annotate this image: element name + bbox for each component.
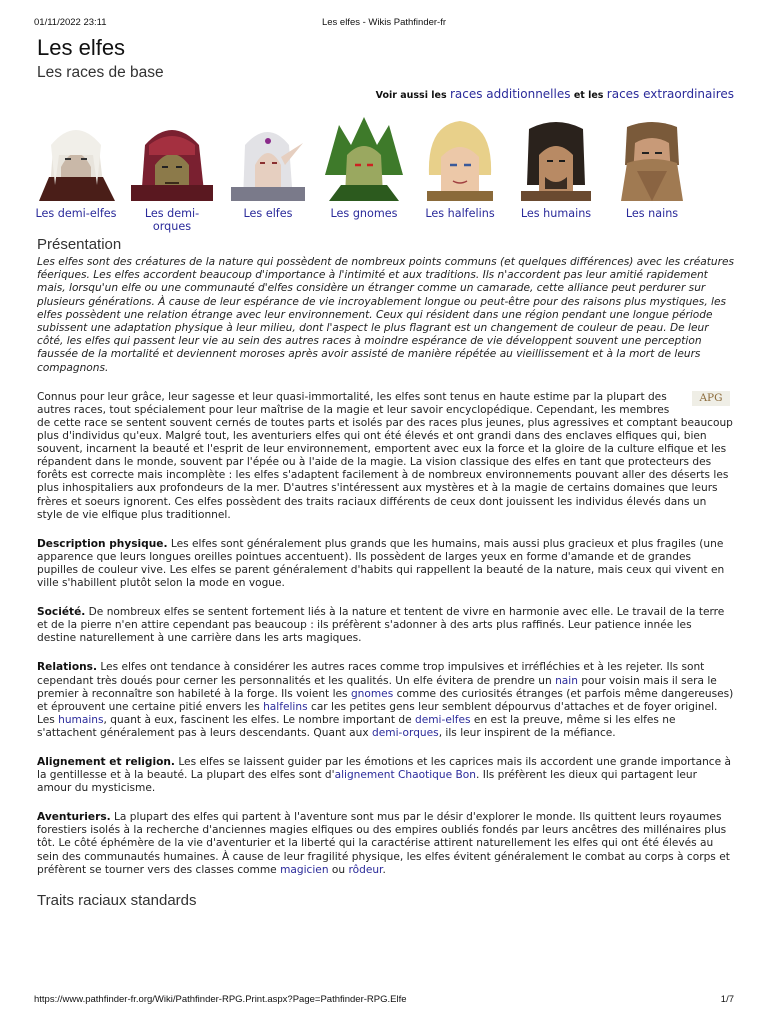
print-header (34, 17, 734, 31)
apg-badge[interactable]: APG (692, 391, 730, 406)
print-page-title: Les elfes - Wikis Pathfinder-fr (321, 17, 447, 28)
paragraph-alignment (37, 756, 734, 795)
link-rodeur[interactable]: rôdeur (348, 863, 383, 876)
half-orc-portrait[interactable] (127, 115, 217, 201)
society-label: Société. (37, 606, 86, 619)
page-title: Les elfes (37, 35, 126, 60)
paragraph-society (37, 606, 734, 645)
race-label[interactable]: Les elfes (243, 207, 293, 220)
race-label[interactable]: Les nains (625, 207, 679, 220)
dwarf-portrait[interactable] (607, 115, 697, 201)
race-label[interactable]: Les demi-elfes (35, 207, 117, 220)
race-humains[interactable] (511, 115, 601, 220)
race-demi-orques[interactable] (127, 115, 217, 233)
society-text: De nombreux elfes se sentent fortement liés à la nature et tentent de vivre en harmonie avec elle. Le travail de la terre et de la pierre n'en attire cependant pas beaucoup : ils préfèrent s'adonner à des arts plus raffinés. Leur patience innée les destine naturellement à une carrière dans les arts magiques. (37, 606, 725, 645)
paragraph-adventurers (37, 811, 734, 876)
relations-label: Relations. (37, 661, 97, 674)
paragraph-physical (37, 538, 734, 590)
adventurers-text: . (382, 863, 386, 876)
human-portrait[interactable] (511, 115, 601, 201)
print-footer (34, 994, 734, 1008)
link-magicien[interactable]: magicien (280, 863, 329, 876)
link-demi-orques[interactable]: demi-orques (372, 726, 439, 739)
see-also-middle: et les (573, 90, 604, 101)
adventurers-text: La plupart des elfes qui partent à l'aventure sont mus par le désir d'explorer le monde. Ils quittent leurs royaumes forestiers isolés à la recherche d'anciennes magies elfiques ou des empires oubliés fondés par leurs ancêtres des millénaires plus tôt. Le côté éphémère de la vie d'aventurier et la liberté qui la caractérise attirent naturellement les elfes qui ont été élevés au sein des communautés humaines. À cause de leur fragilité physique, les elfes évitent généralement le combat au corps à corps et préfèrent se tourner vers des classes comme (37, 811, 730, 876)
race-gallery (31, 115, 734, 235)
relations-text: comme des curiosités étranges (et parfois même dangereuses) et éprouvent une certaine pitié envers les (37, 687, 734, 713)
alignment-text: . Ils préfèrent les dieux qui partagent leur amour du mysticisme. (37, 769, 698, 795)
race-nains[interactable] (607, 115, 697, 220)
race-gnomes[interactable] (319, 115, 409, 220)
gnome-portrait[interactable] (319, 115, 409, 201)
race-label[interactable]: Les halfelins (425, 207, 495, 220)
article (37, 34, 734, 911)
relations-text: , quant à eux, fascinent les elfes. Le nombre important de (103, 713, 415, 726)
print-page-number: 1/7 (720, 994, 734, 1005)
link-humains[interactable]: humains (58, 713, 104, 726)
relations-text: car les petites gens leur semblent dépourvus d'attaches et de foyer originel. Les (37, 700, 718, 726)
relations-text: pour voisin mais il sera le premier à reconnaître son habileté à la forge. Ils voient les (37, 674, 717, 700)
link-alignement-chaotique-bon[interactable]: alignement Chaotique Bon (334, 769, 476, 782)
link-gnomes[interactable]: gnomes (350, 687, 394, 700)
physical-label: Description physique. (37, 537, 168, 550)
race-label[interactable]: Les gnomes (330, 207, 398, 220)
relations-text: en est la preuve, même si les elfes ne s'attachent généralement pas à leurs descendants. Quant aux (37, 713, 676, 739)
relations-text: , ils leur inspirent de la méfiance. (438, 726, 616, 739)
demi-elf-portrait[interactable] (31, 115, 121, 201)
section-presentation-heading: Présentation (37, 236, 122, 253)
adventurers-label: Aventuriers. (37, 811, 111, 824)
link-races-additionnelles[interactable]: races additionnelles (449, 87, 571, 101)
intro-text: Les elfes sont des créatures de la nature qui possèdent de nombreux points communs (et quelques différences) avec les créatures féeriques. Les elfes accordent beaucoup d'importance à l'intimité et aux traditions. Ils n'accordent pas leur amitié rapidement mais, lorsqu'un elfe ou une communauté d'elfes considère un étranger comme un camarade, cette alliance peut perdurer sur plusieurs générations. À cause de leur espérance de vie incroyablement longue ou peut-être pour des raisons plus mystiques, les elfes possèdent une relation étrange avec leur environnement. Ceux qui résident dans une région pendant une longue période subissent une adaptation physique à leur milieu, dont l'aspect le plus flagrant est un changement de couleur de peau. De leur côté, les elfes qui passent leur vie au sein des autres races à moindre espérance de vie développent souvent une perception faussée de la mortalité et deviennent moroses après avoir assisté de manière répétée au vieillissement et à la mort de leurs compagnons. (37, 256, 734, 374)
print-datetime: 01/11/2022 23:11 (34, 17, 107, 28)
alignment-label: Alignement et religion. (37, 755, 175, 768)
link-demi-elfes[interactable]: demi-elfes (415, 713, 471, 726)
link-nain[interactable]: nain (555, 674, 578, 687)
paragraph-relations (37, 661, 734, 740)
physical-text: Les elfes sont généralement plus grands que les humains, mais aussi plus gracieux et plus fragiles (une apparence que leurs longues oreilles pointues accentuent). Ils possèdent de larges yeux en forme d'amande et de grandes pupilles de couleur vive. Les elfes se parent généralement d'habits qui rappellent la beauté de la nature, mais ceux qui vivent en ville s'habillent plutôt selon la mode en vogue. (37, 537, 725, 590)
race-halfelins[interactable] (415, 115, 505, 220)
race-label[interactable]: Les demi-orques (144, 207, 200, 233)
race-elfes[interactable] (223, 115, 313, 220)
race-demi-elfes[interactable] (31, 115, 121, 220)
see-also-prefix: Voir aussi les (375, 90, 447, 101)
halfling-portrait[interactable] (415, 115, 505, 201)
print-url: https://www.pathfinder-fr.org/Wiki/Pathfinder-RPG.Print.aspx?Page=Pathfinder-RPG.Elfe (34, 994, 407, 1005)
race-label[interactable]: Les humains (520, 207, 592, 220)
link-halfelins[interactable]: halfelins (263, 700, 308, 713)
elf-portrait[interactable] (223, 115, 313, 201)
adventurers-text: ou (328, 863, 349, 876)
see-also (37, 85, 734, 105)
page-subtitle: Les races de base (37, 64, 164, 81)
overview-text: Connus pour leur grâce, leur sagesse et leur quasi-immortalité, les elfes sont tenus en haute estime par la plupart des autres races, tout spécialement pour leur maîtrise de la magie et leur savoir encyclopédique. Cependant, les membres de cette race se sentent souvent cernés de toutes parts et isolés par des races plus jeunes, plus agressives et comptant beaucoup plus d'individus qu'eux. Malgré tout, les aventuriers elfes qui ont été élevés et ont grandi dans des enclaves elfiques qui, bien souvent, incarnent la beauté et l'esprit de leur environnement, emportent avec eux la force et la gloire de la culture elfique et les répandent dans le monde, souvent par l'épée ou à l'aide de la magie. La vision classique des elfes en tant que protecteurs des forêts est correcte mais incomplète : les elfes s'adaptent facilement à de nombreux environnements pouvant aller des déserts les plus inhospitaliers aux profondeurs de la mer. D'autres s'intéressent aux mystères et à la magie de certains domaines que leurs frères et soeurs ignorent. Ces elfes possèdent des traits raciaux différents de ceux dont jouissent les individus élevés dans un style de vie elfique plus traditionnel. (37, 390, 733, 521)
paragraph-overview (37, 391, 734, 522)
link-races-extraordinaires[interactable]: races extraordinaires (606, 87, 734, 101)
alignment-text: Les elfes se laissent guider par les émotions et les caprices mais ils accordent une grande importance à la gentillesse et à la beauté. La plupart des elfes sont d' (37, 755, 731, 782)
section-traits-heading: Traits raciaux standards (37, 891, 197, 909)
relations-text: Les elfes ont tendance à considérer les autres races comme trop impulsives et irréfléchies et à les rejeter. Ils sont cependant très doués pour cerner les personnalités et les qualités. Un elfe évitera de prendre un (37, 661, 705, 687)
